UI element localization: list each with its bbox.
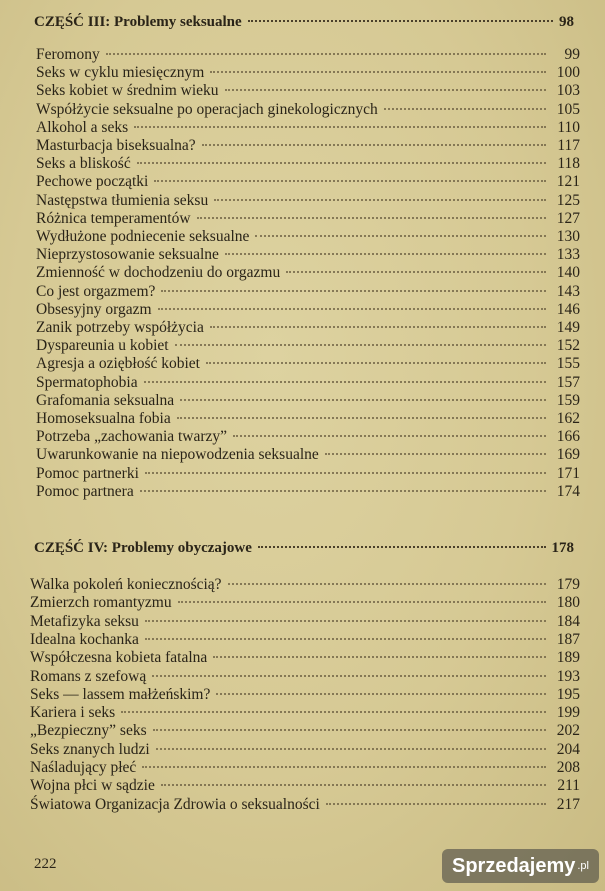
toc-entry-title: Dyspareunia u kobiet — [36, 337, 169, 355]
toc-entry — [36, 101, 580, 119]
toc-entry-page: 193 — [556, 667, 580, 685]
toc-entry-page: 208 — [556, 759, 580, 776]
toc-entry-page: 195 — [556, 685, 580, 703]
leader-dots — [214, 199, 546, 201]
toc-entry-title: Pomoc partnera — [36, 482, 134, 500]
toc-entry-page: 133 — [556, 246, 580, 264]
toc-entry — [36, 301, 580, 319]
toc-entry — [36, 428, 580, 446]
toc-entry — [30, 704, 580, 722]
leader-dots — [106, 53, 546, 55]
toc-entry — [30, 613, 580, 631]
leader-dots — [384, 108, 546, 110]
leader-dots — [145, 472, 546, 474]
toc-entry-page: 217 — [556, 795, 580, 813]
leader-dots — [121, 711, 546, 713]
toc-entry — [36, 483, 580, 501]
toc-entry-page: 157 — [556, 373, 580, 391]
toc-entry — [30, 576, 580, 594]
toc-entry — [36, 446, 580, 464]
page-number: 222 — [34, 856, 57, 872]
toc-entry — [30, 594, 580, 612]
leader-dots — [228, 583, 546, 585]
watermark-text: Sprzedajemy — [451, 854, 576, 877]
toc-entry-page: 155 — [556, 355, 580, 373]
leader-dots — [225, 253, 546, 255]
toc-entry — [30, 631, 580, 649]
watermark-logo — [442, 849, 599, 883]
toc-entry-title: Seks — lassem małżeńskim? — [30, 685, 211, 703]
toc-entry-page: 189 — [556, 649, 580, 667]
toc-entry — [30, 796, 580, 814]
toc-entry — [36, 82, 580, 100]
toc-entry-title: Naśladujący płeć — [30, 759, 137, 776]
leader-dots — [326, 803, 546, 805]
leader-dots — [248, 20, 553, 22]
toc-entry-page: 118 — [557, 155, 580, 173]
toc-entry — [36, 283, 580, 301]
toc-entry-title: Alkohol a seks — [36, 118, 129, 136]
toc-entry-title: Romans z szefową — [30, 667, 147, 685]
toc-entry-title: Seks a bliskość — [36, 155, 131, 173]
toc-entry-title: Wydłużone podniecenie seksualne — [36, 228, 250, 245]
leader-dots — [142, 766, 546, 768]
toc-entry-page: 117 — [557, 137, 580, 154]
toc-entry-page: 110 — [557, 118, 580, 136]
leader-dots — [158, 308, 546, 310]
toc-entry-page: 171 — [556, 464, 580, 482]
leader-dots — [152, 675, 546, 677]
toc-entry-page: 211 — [557, 777, 580, 795]
toc-entry — [30, 668, 580, 686]
leader-dots — [210, 326, 546, 328]
toc-entry-title: „Bezpieczny” seks — [30, 722, 147, 740]
toc-entry-title: Metafizyka seksu — [30, 612, 139, 630]
toc-entry-title: Następstwa tłumienia seksu — [36, 191, 209, 209]
leader-dots — [255, 235, 546, 237]
toc-entry-page: 143 — [556, 282, 580, 300]
toc-entry-page: 152 — [556, 337, 580, 355]
toc-entry-title: Walka pokoleń koniecznością? — [30, 576, 222, 593]
toc-entry-page: 121 — [556, 173, 580, 191]
toc-entry — [36, 64, 580, 82]
toc-entry-title: Masturbacja biseksualna? — [36, 137, 196, 154]
toc-entry — [36, 210, 580, 228]
toc-entry-title: Zmierzch romantyzmu — [30, 594, 172, 612]
toc-entry — [36, 155, 580, 173]
leader-dots — [258, 546, 546, 548]
toc-entry-page: 149 — [556, 319, 580, 336]
toc-entry-page: 103 — [556, 82, 580, 100]
toc-entry-title: Światowa Organizacja Zdrowia o seksualności — [30, 795, 320, 813]
toc-entry-page: 146 — [556, 300, 580, 318]
toc-entry-page: 179 — [556, 576, 580, 593]
toc-entry-title: Wojna płci w sądzie — [30, 777, 155, 795]
toc-entry — [36, 246, 580, 264]
leader-dots — [225, 89, 546, 91]
toc-entry — [36, 410, 580, 428]
toc-entry-title: Pechowe początki — [36, 173, 149, 191]
toc-entry-page: 130 — [556, 228, 580, 245]
watermark-suffix: .pl — [577, 860, 589, 872]
toc-entry — [36, 264, 580, 282]
toc-entry-title: Co jest orgazmem? — [36, 282, 156, 300]
section-title: CZĘŚĆ IV: Problemy obyczajowe — [34, 540, 252, 556]
toc-entry-title: Uwarunkowanie na niepowodzenia seksualne — [36, 446, 319, 464]
leader-dots — [325, 453, 546, 455]
toc-entry-title: Współczesna kobieta fatalna — [30, 649, 208, 667]
toc-entry — [36, 355, 580, 373]
toc-entry-page: 202 — [556, 722, 580, 740]
toc-entry — [36, 119, 580, 137]
toc-entry — [30, 649, 580, 667]
toc-entry-title: Seks znanych ludzi — [30, 740, 150, 758]
toc-entry-title: Grafomania seksualna — [36, 391, 175, 409]
toc-entry-page: 159 — [556, 391, 580, 409]
toc-entry-title: Różnica temperamentów — [36, 209, 191, 227]
toc-entry — [36, 337, 580, 355]
toc-entry — [36, 392, 580, 410]
toc-entry-title: Zmienność w dochodzeniu do orgazmu — [36, 264, 281, 282]
leader-dots — [197, 217, 546, 219]
leader-dots — [156, 748, 546, 750]
toc-entry — [30, 686, 580, 704]
toc-entry-page: 99 — [564, 46, 580, 63]
toc-entry-title: Spermatophobia — [36, 373, 138, 391]
toc-entry-page: 180 — [556, 594, 580, 612]
toc-entry — [36, 173, 580, 191]
section-title: CZĘŚĆ III: Problemy seksualne — [34, 14, 242, 30]
toc-entry-page: 140 — [556, 264, 580, 282]
toc-entry-title: Idealna kochanka — [30, 630, 139, 648]
leader-dots — [145, 638, 546, 640]
toc-entry-page: 105 — [556, 100, 580, 118]
toc-entry — [30, 777, 580, 795]
leader-dots — [178, 601, 546, 603]
leader-dots — [177, 417, 546, 419]
toc-entry-page: 100 — [556, 64, 580, 82]
section-page: 98 — [559, 14, 574, 30]
toc-entry — [36, 319, 580, 337]
toc-entry — [30, 722, 580, 740]
toc-entry-page: 169 — [556, 446, 580, 464]
section-heading-part3 — [34, 14, 574, 36]
toc-entry-page: 127 — [556, 209, 580, 227]
section-page: 178 — [551, 540, 574, 556]
toc-entry — [36, 374, 580, 392]
toc-entry-title: Agresja a oziębłość kobiet — [36, 355, 200, 373]
leader-dots — [213, 656, 546, 658]
leader-dots — [137, 162, 546, 164]
leader-dots — [206, 362, 546, 364]
toc-entry — [30, 741, 580, 759]
toc-entry-title: Seks w cyklu miesięcznym — [36, 64, 205, 82]
leader-dots — [154, 180, 546, 182]
toc-entry — [36, 465, 580, 483]
section-heading-part4 — [34, 540, 574, 562]
leader-dots — [202, 144, 546, 146]
toc-entry-title: Feromony — [36, 46, 100, 63]
toc-entry — [36, 46, 580, 64]
leader-dots — [153, 729, 546, 731]
toc-entry-title: Nieprzystosowanie seksualne — [36, 246, 219, 264]
toc-entry-page: 204 — [556, 740, 580, 758]
toc-entry — [36, 228, 580, 246]
toc-entry-page: 187 — [556, 630, 580, 648]
leader-dots — [145, 620, 546, 622]
toc-entry-title: Obsesyjny orgazm — [36, 300, 152, 318]
leader-dots — [233, 435, 546, 437]
toc-entry-title: Współżycie seksualne po operacjach ginekologicznych — [36, 100, 378, 118]
toc-entry — [36, 192, 580, 210]
toc-entry-page: 162 — [556, 410, 580, 427]
leader-dots — [161, 290, 546, 292]
toc-entry — [36, 137, 580, 155]
leader-dots — [161, 784, 546, 786]
leader-dots — [175, 344, 546, 346]
toc-entry-title: Homoseksualna fobia — [36, 410, 171, 427]
toc-entry-title: Seks kobiet w średnim wieku — [36, 82, 219, 100]
toc-entry-page: 184 — [556, 612, 580, 630]
leader-dots — [210, 71, 546, 73]
toc-entry-page: 199 — [556, 704, 580, 722]
leader-dots — [286, 271, 546, 273]
leader-dots — [216, 693, 546, 695]
leader-dots — [140, 490, 546, 492]
leader-dots — [134, 126, 546, 128]
toc-entry-title: Pomoc partnerki — [36, 464, 139, 482]
toc-entry-title: Potrzeba „zachowania twarzy” — [36, 428, 228, 446]
toc-entry-title: Kariera i seks — [30, 704, 116, 722]
toc-entry-title: Zanik potrzeby współżycia — [36, 319, 204, 336]
toc-entry — [30, 759, 580, 777]
leader-dots — [180, 399, 546, 401]
leader-dots — [144, 381, 546, 383]
toc-entry-page: 166 — [556, 428, 580, 446]
toc-entry-page: 174 — [556, 482, 580, 500]
toc-entry-page: 125 — [556, 191, 580, 209]
